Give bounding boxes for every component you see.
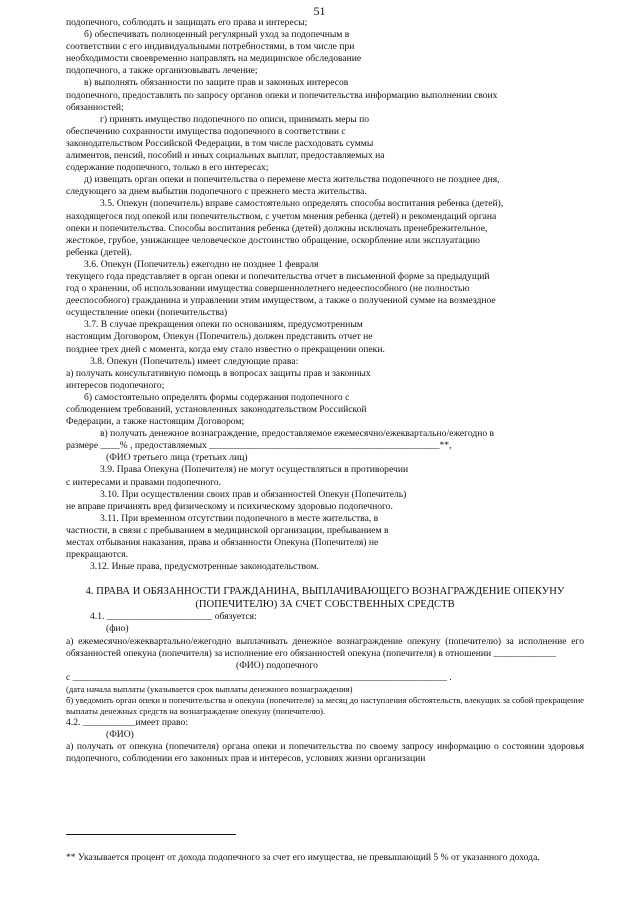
text-line: 3.7. В случае прекращения опеки по основаниям, предусмотренным — [84, 319, 363, 331]
date-note: (дата начала выплаты (указывается срок выплаты денежного вознаграждения) — [66, 683, 353, 694]
text-line: в) выполнять обязанности по защите прав и законных интересов — [84, 77, 349, 89]
text-line: обязанностей; — [66, 101, 124, 113]
page-number: 51 — [313, 4, 326, 18]
text-line: Федерации, а также настоящим Договором; — [66, 416, 245, 428]
text-line: 3.10. При осуществлении своих прав и обязанностей Опекун (Попечитель) — [100, 488, 407, 500]
text-line: настоящим Договором, Опекун (Попечитель) должен представить отчет не — [66, 331, 373, 343]
text-line: подопечного, предоставлять по запросу органов опеки и попечительства информацию выполнении своих — [66, 89, 498, 101]
text-line: д) извещать орган опеки и попечительства о перемене места жительства подопечного не позднее дня, — [84, 174, 500, 186]
text-line: размере ____% , предоставляемых ________________________________________________**, — [66, 440, 452, 452]
section-heading: 4. ПРАВА И ОБЯЗАННОСТИ ГРАЖДАНИНА, ВЫПЛАЧИВАЮЩЕГО ВОЗНАГРАЖДЕНИЕ ОПЕКУНУ — [85, 586, 565, 598]
text-line: прекращаются. — [66, 549, 128, 561]
text-line: г) принять имущество подопечного по описи, принимать меры по — [100, 113, 370, 125]
footnote: ** Указывается процент от дохода подопечного за счет его имущества, не превышающий 5 % от указанного дохода. — [66, 851, 540, 863]
text-line: опеки и попечительства. Способы воспитания ребенка (детей) должны исключать пренебрежительное, — [66, 222, 488, 234]
paragraph-a: а) ежемесячно/ежеквартально/ежегодно выплачивать денежное вознаграждение опекуну (попечителю) за исполнение его обязанностей опекуна (попечителя) за исполнение его обязанностей опекуна (попечителя) в отношении _____________ — [66, 635, 584, 659]
text-line: соблюдением требований, установленных законодательством Российской — [66, 404, 367, 415]
text-line: интересов подопечного; — [66, 379, 165, 391]
text-line: законодательством Российской Федерации, в том числе расходовать суммы — [66, 137, 374, 149]
text-line: подопечного, соблюдать и защищать его права и интересы; — [66, 17, 308, 28]
fio-caption: (ФИО третьего лица (третьих лиц) — [106, 452, 248, 464]
text-line: алиментов, пенсий, пособий и иных социальных выплат, предоставляемых на — [66, 150, 385, 162]
text-line: 3.5. Опекун (попечитель) вправе самостоятельно определять способы воспитания ребенка (детей), — [100, 198, 504, 210]
text-line: содержание подопечного, только в его интересах; — [66, 162, 269, 174]
text-line: подопечного, а также организовывать лечение; — [66, 65, 258, 77]
text-line: жестокое, грубое, унижающее человеческое достоинство обращение, оскорбление или эксплуатацию — [66, 234, 480, 246]
text-line: осуществление опеки (попечительства) — [66, 307, 228, 319]
text-line: следующего за днем выбытия подопечного с прежнего места жительства. — [66, 186, 367, 198]
text-line: частности, в связи с пребыванием в медицинской организации, пребыванием в — [66, 524, 389, 536]
payment-start-line: с ______________________________________________________________________________ . — [66, 671, 452, 683]
section-heading-line2: (ПОПЕЧИТЕЛЮ) ЗА СЧЕТ СОБСТВЕННЫХ СРЕДСТВ — [195, 599, 455, 611]
text-line: ребенка (детей). — [66, 246, 132, 258]
text-line: обеспечению сохранности имущества подопечного в соответствии с — [66, 125, 346, 137]
text-line: 3.9. Права Опекуна (Попечителя) не могут осуществляться в противоречии — [100, 464, 409, 476]
text-line: дееспособного) гражданина и управлении этим имуществом, а также о полученной сумме на возмездное — [66, 295, 496, 307]
text-line: в) получать денежное вознаграждение, предоставляемое ежемесячно/ежеквартально/ежегодно в — [100, 428, 495, 440]
text-line: 3.6. Опекун (Попечитель) ежегодно не позднее 1 февраля — [84, 258, 319, 270]
text-line: не вправе причинять вред физическому и психическому здоровью подопечного. — [66, 500, 393, 512]
text-line: а) получать консультативную помощь в вопросах защиты прав и законных — [66, 367, 371, 379]
text-line: год о хранении, об использовании имущества совершеннолетнего недееспособного (не полностью — [66, 283, 470, 295]
paragraph-a2: а) получать от опекуна (попечителя) органа опеки и попечительства по своему запросу информацию о состоянии здоровья подопечного, соблюдении его законных прав и интересов, условиях жизни организации — [66, 741, 584, 765]
text-line: б) самостоятельно определять формы содержания подопечного с — [84, 391, 350, 403]
text-line: 3.11. При временном отсутствии подопечного в месте жительства, в — [100, 512, 379, 524]
fio-caption: (фио) — [106, 623, 129, 635]
item-4-2: 4.2. ___________имеет право: — [66, 716, 188, 728]
text-line: находящегося под опекой или попечительством, с учетом мнения ребенка (детей) и рекомендаций органа — [66, 210, 497, 222]
item-4-1: 4.1. ______________________ обязуется: — [90, 611, 257, 623]
text-line: с интересами и правами подопечного. — [66, 476, 222, 488]
fio-caption: (ФИО) — [106, 728, 134, 740]
text-line: соответствии с его индивидуальными потребностями, в том числе при — [66, 41, 355, 53]
text-line: 3.12. Иные права, предусмотренные законодательством. — [90, 561, 320, 573]
text-line: местах отбывания наказания, права и обязанности Опекуна (Попечителя) не — [66, 537, 379, 549]
footnote-divider — [66, 834, 236, 835]
text-line: позднее трех дней с момента, когда ему стало известно о прекращении опеки. — [66, 343, 385, 355]
text-line: б) обеспечивать полноценный регулярный уход за подопечным в — [84, 29, 350, 41]
document-body — [66, 17, 584, 765]
text-line: 3.8. Опекун (Попечитель) имеет следующие права: — [90, 355, 299, 367]
text-line: текущего года представляет в орган опеки и попечительства отчет в письменной форме за предыдущий — [66, 270, 490, 282]
fio-ward-caption: (ФИО) подопечного — [236, 659, 318, 671]
paragraph-b: б) уведомить орган опеки и попечительства и опекуна (попечителя) за месяц до наступления обстоятельств, влекущих за собой прекращение выплаты денежных средств на вознаграждение опекуну (попечителю). — [66, 694, 584, 716]
text-line: необходимости своевременно направлять на медицинское обследование — [66, 53, 362, 65]
